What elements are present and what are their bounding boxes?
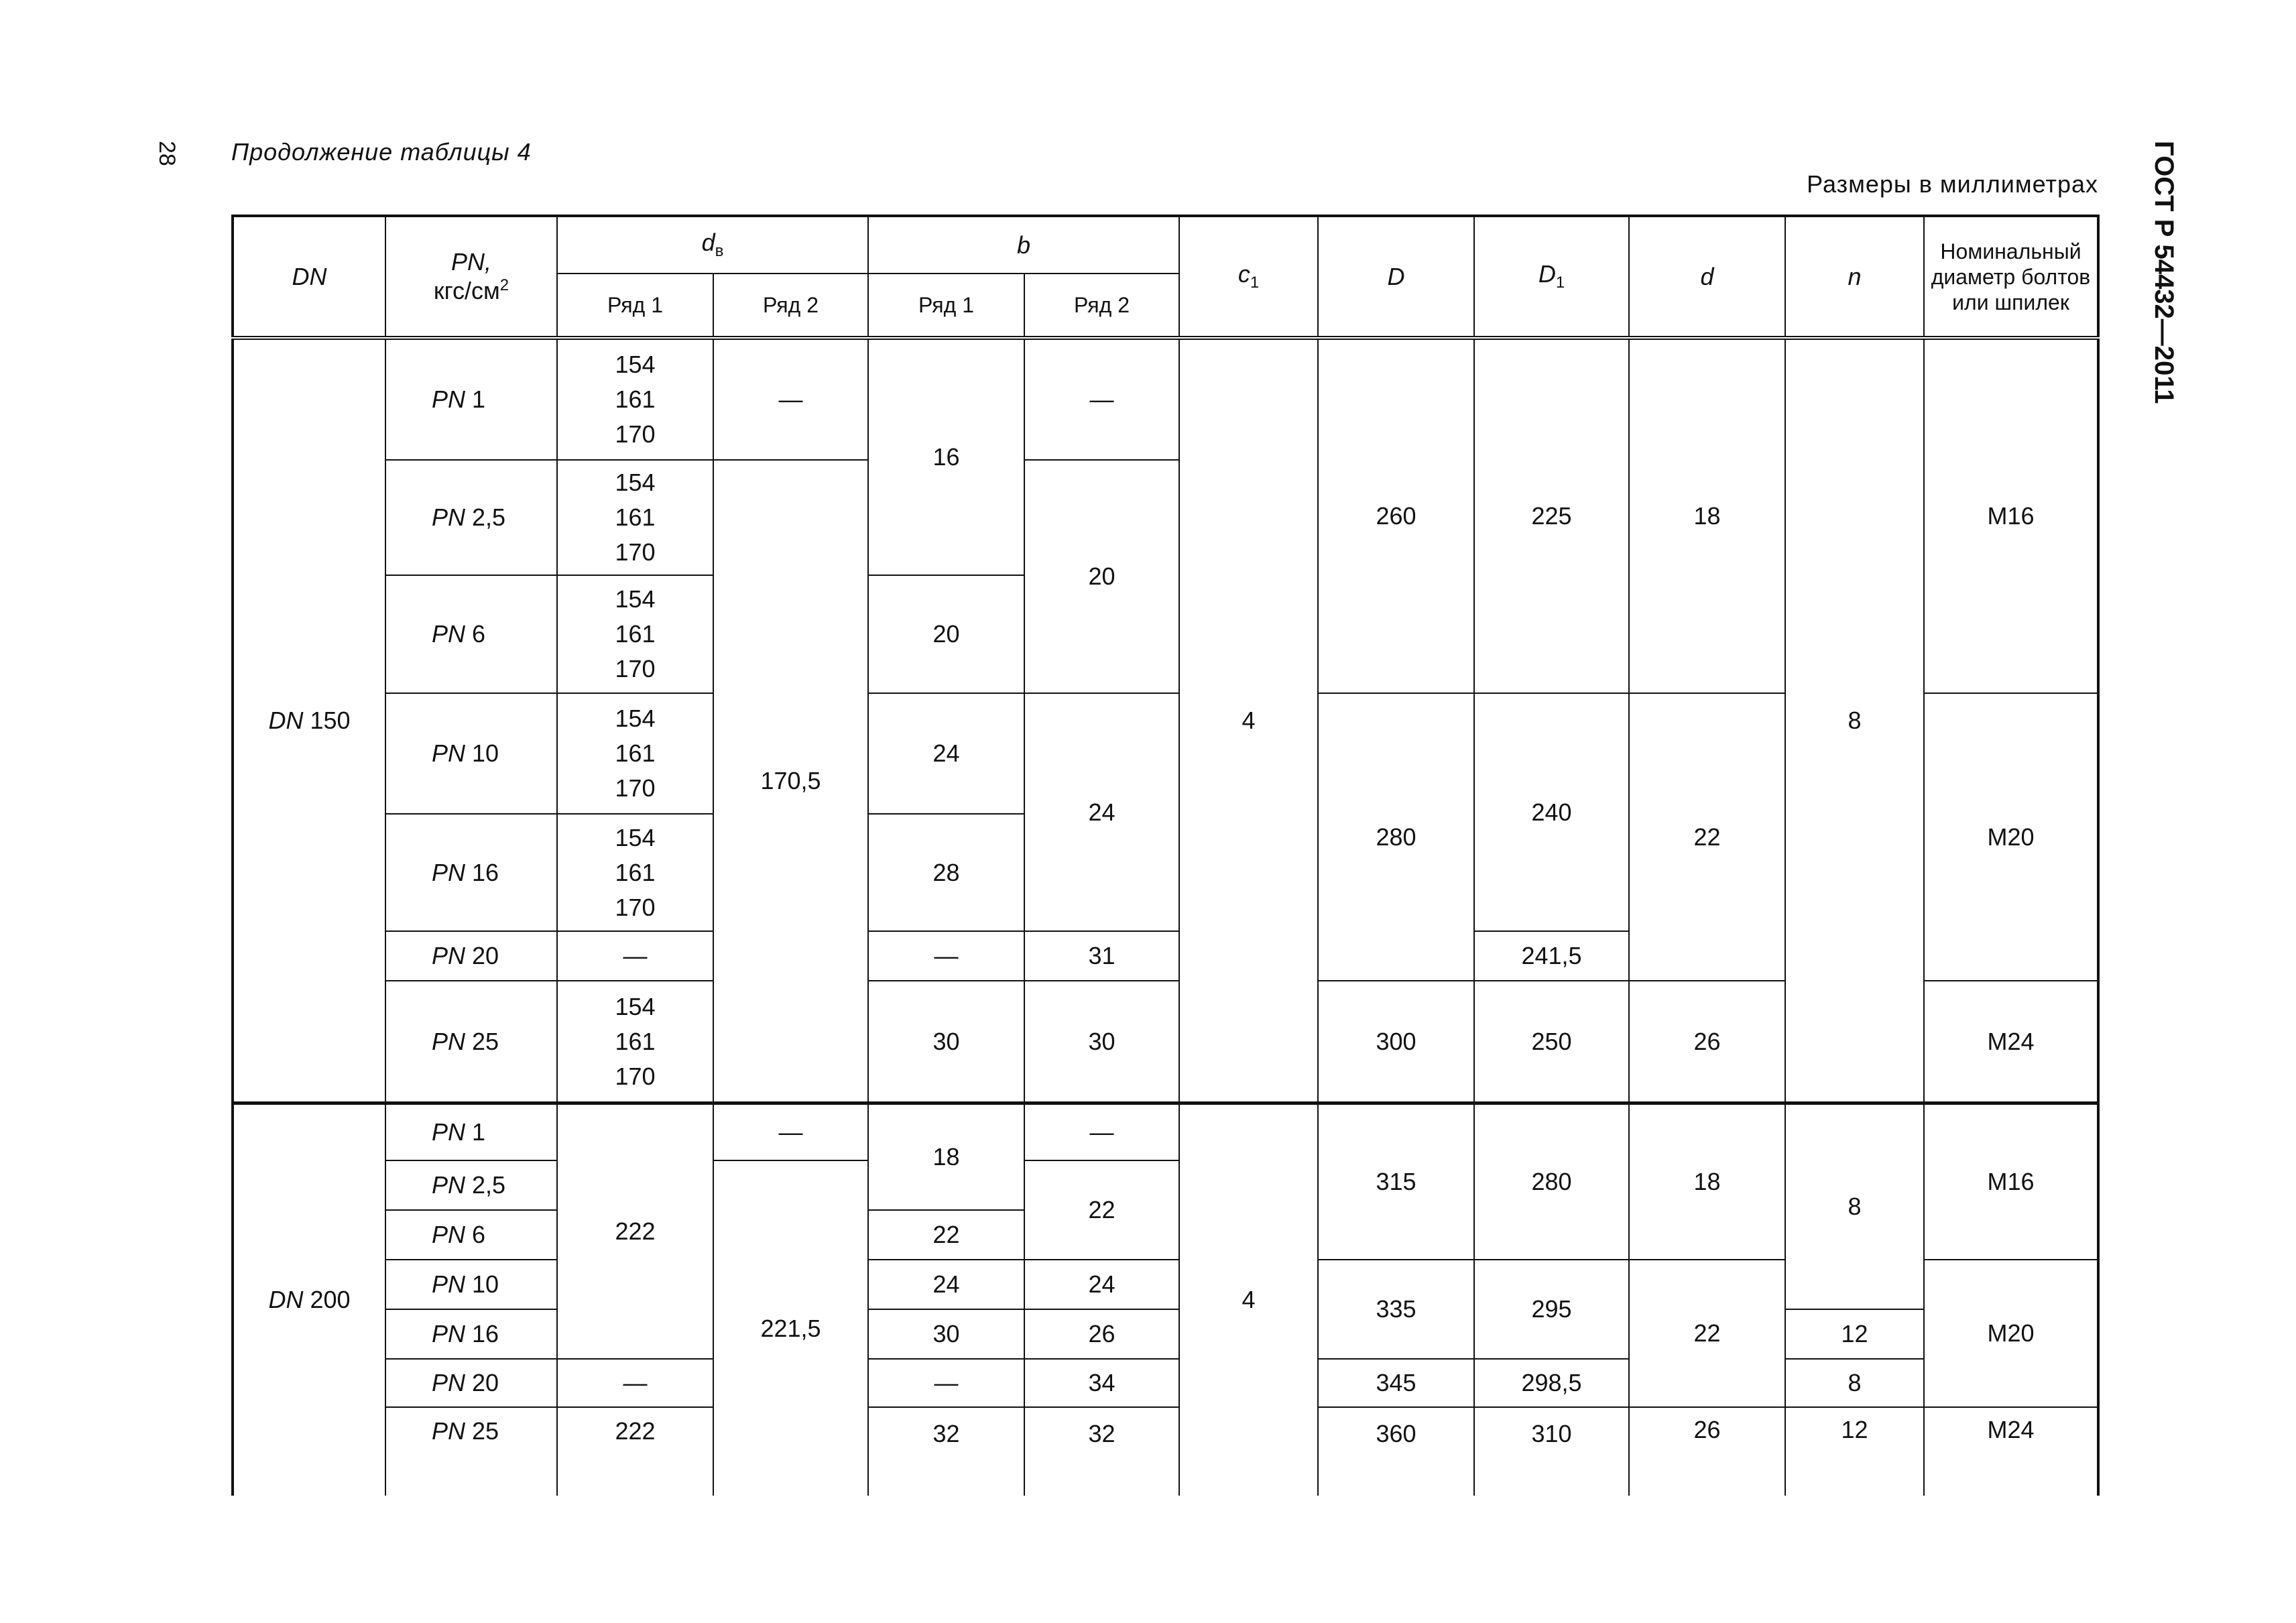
table-continuation-title: Продолжение таблицы 4 bbox=[231, 138, 532, 166]
flange-dimensions-table bbox=[231, 215, 2100, 1496]
d-cell: 18 bbox=[1629, 1103, 1785, 1260]
d-cell: 26 bbox=[1629, 1407, 1785, 1496]
b2-cell: 34 bbox=[1024, 1359, 1179, 1407]
dv1-values: 154 161 170 bbox=[557, 981, 713, 1103]
units-note: Размеры в миллиметрах bbox=[1807, 170, 2098, 198]
pn-cell: PN 2,5 bbox=[385, 460, 557, 575]
col-bolt-diameter: Номинальный диаметр болтов или шпилек bbox=[1924, 216, 2098, 338]
col-dv-row1: Ряд 1 bbox=[557, 274, 713, 338]
b2-cell: 26 bbox=[1024, 1309, 1179, 1359]
pn-cell: PN 6 bbox=[385, 1210, 557, 1260]
b2-cell: 20 bbox=[1024, 460, 1179, 693]
b1-cell: 16 bbox=[868, 338, 1024, 575]
n-cell: 12 bbox=[1785, 1309, 1924, 1359]
pn-cell: PN 20 bbox=[385, 1359, 557, 1407]
b1-cell: 32 bbox=[868, 1407, 1024, 1496]
D-cell: 280 bbox=[1318, 693, 1474, 981]
dv1-cell: — bbox=[557, 931, 713, 981]
D1-cell: 310 bbox=[1474, 1407, 1629, 1496]
page-number: 28 bbox=[154, 141, 180, 166]
col-b-row2: Ряд 2 bbox=[1024, 274, 1179, 338]
D-cell: 260 bbox=[1318, 338, 1474, 693]
pn-cell: PN 1 bbox=[385, 1103, 557, 1160]
b2-cell: — bbox=[1024, 338, 1179, 460]
b1-cell: 20 bbox=[868, 575, 1024, 693]
col-pn: PN, кгс/$см^2$ bbox=[385, 216, 557, 338]
b2-cell: 24 bbox=[1024, 1260, 1179, 1309]
D1-cell: 298,5 bbox=[1474, 1359, 1629, 1407]
pn-cell: PN 20 bbox=[385, 931, 557, 981]
b2-cell: 24 bbox=[1024, 693, 1179, 931]
dv2-cell: — bbox=[713, 1103, 868, 1160]
pn-cell: PN 6 bbox=[385, 575, 557, 693]
dv2-cell: 221,5 bbox=[713, 1160, 868, 1496]
pn-cell: PN 10 bbox=[385, 693, 557, 814]
bolt-cell: M16 bbox=[1924, 338, 2098, 693]
b1-cell: 18 bbox=[868, 1103, 1024, 1210]
col-dn: DN bbox=[233, 216, 385, 338]
pn-cell: PN 10 bbox=[385, 1260, 557, 1309]
dv1-cell: — bbox=[557, 1359, 713, 1407]
pn-cell: PN 25 bbox=[385, 1407, 557, 1496]
n-cell: 12 bbox=[1785, 1407, 1924, 1496]
col-n: n bbox=[1785, 216, 1924, 338]
col-d: d bbox=[1629, 216, 1785, 338]
d-cell: 26 bbox=[1629, 981, 1785, 1103]
D-cell: 300 bbox=[1318, 981, 1474, 1103]
pn-cell: PN 2,5 bbox=[385, 1160, 557, 1210]
dn200-label: DN 200 bbox=[233, 1103, 385, 1496]
dv1-values: 154 161 170 bbox=[557, 575, 713, 693]
D-cell: 360 bbox=[1318, 1407, 1474, 1496]
bolt-cell: M24 bbox=[1924, 1407, 2098, 1496]
b2-cell: 32 bbox=[1024, 1407, 1179, 1496]
b2-cell: — bbox=[1024, 1103, 1179, 1160]
dv1-values: 154 161 170 bbox=[557, 338, 713, 460]
dv1-values: 154 161 170 bbox=[557, 814, 713, 931]
c1-cell: 4 bbox=[1179, 338, 1318, 1103]
bolt-cell: M24 bbox=[1924, 981, 2098, 1103]
n-cell: 8 bbox=[1785, 1103, 1924, 1309]
col-D1: $D_1$ bbox=[1474, 216, 1629, 338]
b2-cell: 31 bbox=[1024, 931, 1179, 981]
b1-cell: 30 bbox=[868, 981, 1024, 1103]
b1-cell: 22 bbox=[868, 1210, 1024, 1260]
D-cell: 335 bbox=[1318, 1260, 1474, 1359]
D1-cell: 250 bbox=[1474, 981, 1629, 1103]
b1-cell: 24 bbox=[868, 1260, 1024, 1309]
dv1-values: 154 161 170 bbox=[557, 460, 713, 575]
D1-cell: 240 bbox=[1474, 693, 1629, 931]
pn-cell: PN 25 bbox=[385, 981, 557, 1103]
bolt-cell: M16 bbox=[1924, 1103, 2098, 1260]
pn-cell: PN 16 bbox=[385, 1309, 557, 1359]
n-cell: 8 bbox=[1785, 338, 1924, 1103]
col-c1: $c_1$ bbox=[1179, 216, 1318, 338]
bolt-cell: M20 bbox=[1924, 693, 2098, 981]
D1-cell: 280 bbox=[1474, 1103, 1629, 1260]
b1-cell: 28 bbox=[868, 814, 1024, 931]
D1-cell: 241,5 bbox=[1474, 931, 1629, 981]
col-b: b bbox=[868, 216, 1179, 274]
pn-cell: PN 16 bbox=[385, 814, 557, 931]
pn-cell: PN 1 bbox=[385, 338, 557, 460]
col-dv: $d_в$ bbox=[557, 216, 868, 274]
D1-cell: 225 bbox=[1474, 338, 1629, 693]
col-b-row1: Ряд 1 bbox=[868, 274, 1024, 338]
D-cell: 315 bbox=[1318, 1103, 1474, 1260]
b1-cell: 24 bbox=[868, 693, 1024, 814]
b1-cell: — bbox=[868, 931, 1024, 981]
d-cell: 22 bbox=[1629, 1260, 1785, 1407]
bolt-cell: M20 bbox=[1924, 1260, 2098, 1407]
n-cell: 8 bbox=[1785, 1359, 1924, 1407]
dv1-cell: 222 bbox=[557, 1103, 713, 1359]
dn150-label: DN 150 bbox=[233, 338, 385, 1103]
D1-cell: 295 bbox=[1474, 1260, 1629, 1359]
b1-cell: 30 bbox=[868, 1309, 1024, 1359]
b1-cell: — bbox=[868, 1359, 1024, 1407]
dv2-cell: 170,5 bbox=[713, 460, 868, 1103]
col-D: D bbox=[1318, 216, 1474, 338]
col-dv-row2: Ряд 2 bbox=[713, 274, 868, 338]
dv1-cell: 222 bbox=[557, 1407, 713, 1496]
standard-code: ГОСТ Р 54432—2011 bbox=[2149, 141, 2179, 404]
dv1-values: 154 161 170 bbox=[557, 693, 713, 814]
d-cell: 22 bbox=[1629, 693, 1785, 981]
b2-cell: 30 bbox=[1024, 981, 1179, 1103]
c1-cell: 4 bbox=[1179, 1103, 1318, 1496]
d-cell: 18 bbox=[1629, 338, 1785, 693]
D-cell: 345 bbox=[1318, 1359, 1474, 1407]
b2-cell: 22 bbox=[1024, 1160, 1179, 1260]
dv2-cell: — bbox=[713, 338, 868, 460]
